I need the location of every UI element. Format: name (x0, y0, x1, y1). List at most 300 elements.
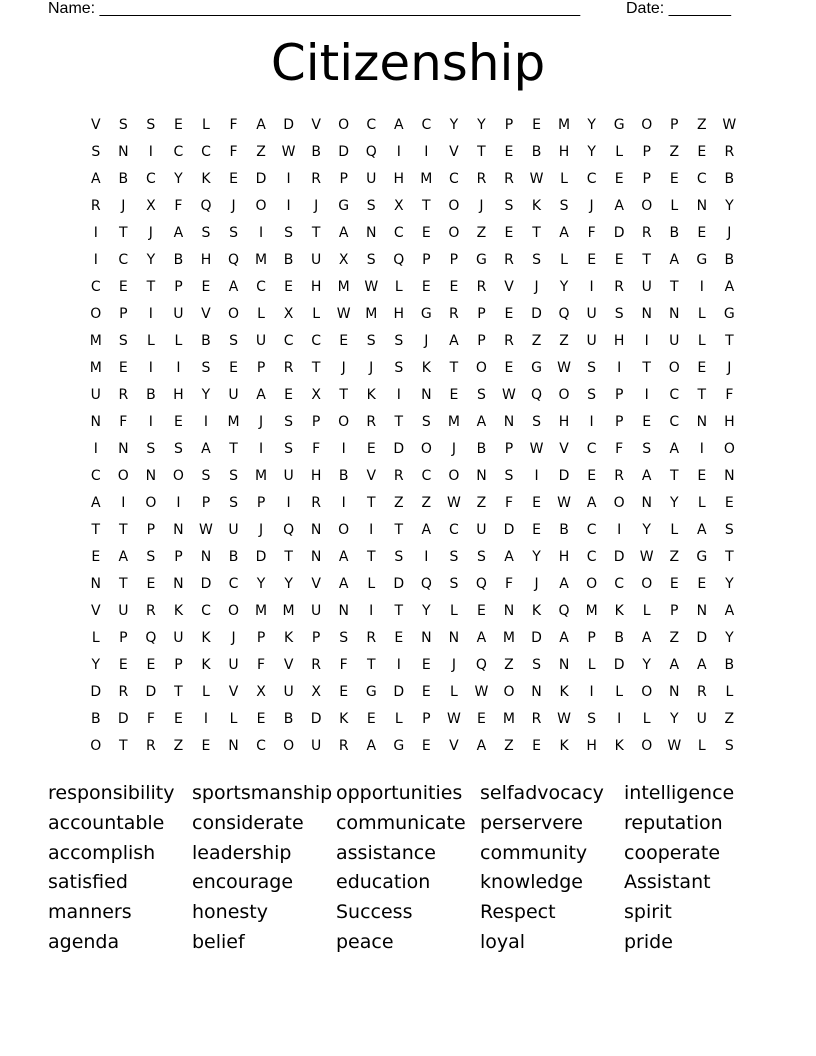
grid-letter: B (118, 171, 129, 187)
grid-letter: M (502, 711, 516, 727)
grid-letter: G (476, 252, 487, 268)
word-list-item: reputation (624, 811, 723, 834)
grid-letter: N (145, 468, 157, 484)
grid-letter: V (366, 468, 377, 484)
grid-letter: S (587, 360, 597, 376)
grid-letter: H (613, 333, 625, 349)
grid-letter: L (697, 738, 706, 754)
grid-letter: E (284, 279, 294, 295)
grid-letter: T (394, 522, 404, 538)
grid-letter: K (201, 630, 211, 646)
grid-letter: G (723, 306, 735, 322)
grid-letter: R (118, 684, 129, 700)
grid-letter: U (228, 657, 239, 673)
grid-letter: B (283, 252, 294, 268)
grid-letter: E (394, 630, 404, 646)
grid-letter: S (146, 549, 156, 565)
grid-letter: P (256, 630, 266, 646)
grid-letter: Y (532, 549, 541, 565)
grid-letter: I (699, 279, 704, 295)
grid-letter: N (641, 495, 652, 511)
grid-letter: J (314, 198, 319, 214)
grid-letter: S (91, 144, 101, 160)
grid-letter: K (173, 603, 183, 619)
grid-letter: O (117, 468, 129, 484)
grid-letter: A (697, 657, 707, 673)
grid-letter: T (284, 549, 293, 565)
grid-letter: E (697, 225, 707, 241)
word-list-item: agenda (48, 930, 120, 953)
grid-letter: N (641, 306, 652, 322)
grid-letter: W (557, 360, 571, 376)
grid-letter: O (641, 738, 653, 754)
grid-letter: E (421, 657, 431, 673)
grid-letter: N (531, 684, 542, 700)
grid-letter: J (727, 360, 732, 376)
grid-row (82, 573, 743, 600)
grid-letter: H (724, 414, 735, 430)
grid-letter: P (422, 711, 431, 727)
grid-letter: L (257, 306, 265, 322)
grid-letter: O (723, 441, 735, 457)
grid-letter: P (449, 252, 459, 268)
grid-letter: Q (227, 252, 240, 268)
grid-letter: L (642, 711, 651, 727)
grid-letter: S (449, 576, 459, 592)
grid-letter: L (449, 684, 458, 700)
grid-letter: N (448, 630, 460, 646)
worksheet-header (48, 0, 768, 20)
grid-letter: G (696, 549, 708, 565)
grid-letter: I (258, 225, 264, 241)
grid-letter: S (284, 441, 294, 457)
grid-letter: X (311, 387, 321, 403)
grid-letter: L (449, 603, 458, 619)
grid-letter: H (310, 279, 322, 295)
grid-letter: I (176, 360, 181, 376)
grid-letter: J (121, 198, 126, 214)
grid-letter: T (669, 468, 679, 484)
grid-letter: S (421, 414, 431, 430)
grid-letter: F (504, 495, 513, 511)
grid-letter: M (337, 279, 350, 295)
grid-letter: N (90, 576, 102, 592)
grid-letter: E (669, 576, 679, 592)
grid-letter: V (90, 603, 101, 619)
grid-letter: E (339, 684, 349, 700)
grid-letter: A (394, 117, 404, 133)
grid-letter: M (502, 630, 516, 646)
grid-letter: P (119, 630, 128, 646)
name-field-label: Name: ______________________________________________________ (48, 0, 581, 17)
grid-letter: E (477, 711, 486, 727)
grid-letter: H (393, 306, 405, 322)
grid-letter: P (587, 630, 596, 646)
grid-letter: V (449, 144, 459, 160)
grid-letter: P (174, 657, 183, 673)
grid-row (82, 249, 743, 276)
grid-letter: Q (393, 252, 405, 268)
grid-row (82, 411, 743, 438)
grid-letter: A (724, 279, 735, 295)
grid-letter: E (587, 468, 597, 484)
grid-letter: S (394, 549, 404, 565)
grid-letter: D (503, 522, 515, 538)
grid-letter: E (421, 684, 431, 700)
grid-letter: J (451, 441, 456, 457)
grid-letter: S (504, 198, 514, 214)
grid-letter: E (173, 414, 183, 430)
grid-letter: A (421, 522, 432, 538)
grid-letter: W (474, 684, 489, 700)
grid-letter: B (724, 657, 735, 673)
grid-letter: V (504, 279, 514, 295)
grid-letter: F (174, 198, 183, 214)
grid-letter: P (670, 603, 679, 619)
grid-letter: P (146, 522, 156, 538)
grid-letter: F (146, 711, 155, 727)
grid-letter: M (255, 603, 268, 619)
grid-letter: W (446, 495, 461, 511)
word-list-item: accomplish (48, 841, 156, 864)
grid-letter: Y (725, 630, 734, 646)
grid-letter: O (613, 495, 625, 511)
grid-letter: T (119, 225, 128, 241)
word-list-item: honesty (192, 901, 268, 924)
grid-letter: R (311, 171, 322, 187)
grid-letter: Z (559, 333, 569, 349)
grid-letter: E (449, 279, 459, 295)
grid-letter: R (366, 414, 377, 430)
grid-letter: P (477, 333, 486, 349)
grid-letter: S (229, 333, 238, 349)
grid-letter: T (339, 387, 348, 403)
grid-letter: R (118, 387, 129, 403)
grid-letter: K (559, 684, 569, 700)
grid-row (82, 681, 743, 708)
grid-letter: S (118, 333, 128, 349)
grid-letter: S (532, 252, 541, 268)
grid-letter: Q (475, 576, 487, 592)
grid-letter: E (697, 360, 707, 376)
grid-letter: P (174, 549, 183, 565)
grid-letter: S (201, 225, 211, 241)
grid-letter: E (532, 117, 541, 133)
grid-letter: M (89, 360, 102, 376)
grid-letter: I (369, 522, 374, 538)
grid-letter: S (229, 468, 238, 484)
grid-letter: G (613, 117, 625, 133)
grid-letter: V (201, 306, 211, 322)
grid-letter: T (394, 603, 404, 619)
grid-letter: A (559, 576, 569, 592)
grid-letter: T (725, 549, 734, 565)
grid-letter: D (90, 684, 102, 700)
grid-letter: A (476, 630, 487, 646)
grid-letter: I (286, 495, 291, 511)
grid-letter: E (229, 171, 238, 187)
grid-letter: O (641, 198, 653, 214)
grid-letter: W (722, 117, 737, 133)
grid-letter: E (284, 387, 294, 403)
grid-letter: S (201, 468, 211, 484)
grid-letter: S (146, 441, 156, 457)
grid-letter: S (366, 333, 376, 349)
grid-letter: T (229, 441, 238, 457)
grid-letter: D (393, 576, 405, 592)
grid-letter: O (145, 495, 157, 511)
grid-letter: T (311, 225, 321, 241)
grid-letter: T (394, 414, 404, 430)
grid-letter: E (697, 468, 707, 484)
grid-letter: B (90, 711, 101, 727)
grid-letter: W (667, 738, 682, 754)
grid-letter: I (148, 306, 153, 322)
grid-letter: L (174, 333, 183, 349)
grid-letter: R (146, 738, 156, 754)
grid-letter: I (534, 468, 539, 484)
date-field-label: Date: _______ (626, 0, 731, 17)
grid-letter: J (727, 225, 732, 241)
grid-letter: C (201, 144, 211, 160)
grid-letter: N (558, 657, 570, 673)
grid-letter: O (448, 225, 460, 241)
grid-letter: C (145, 171, 156, 187)
grid-letter: C (256, 279, 266, 295)
grid-letter: D (393, 684, 405, 700)
word-list-item: opportunities (336, 782, 463, 804)
grid-letter: I (589, 684, 594, 700)
grid-letter: I (644, 333, 649, 349)
grid-letter: R (641, 225, 652, 241)
grid-letter: W (502, 387, 516, 403)
grid-letter: I (121, 495, 126, 511)
grid-letter: B (338, 468, 349, 484)
grid-letter: Y (669, 495, 679, 511)
grid-letter: S (394, 333, 404, 349)
word-list (48, 779, 768, 958)
grid-letter: G (365, 684, 377, 700)
page-title: Citizenship (270, 34, 546, 92)
grid-letter: E (118, 279, 128, 295)
grid-letter: A (90, 495, 101, 511)
grid-letter: I (93, 441, 98, 457)
grid-letter: C (448, 522, 459, 538)
grid-letter: K (614, 603, 624, 619)
grid-row (82, 168, 743, 195)
grid-letter: P (256, 360, 266, 376)
grid-letter: I (258, 441, 264, 457)
grid-letter: E (504, 360, 514, 376)
grid-letter: C (173, 144, 184, 160)
grid-letter: M (365, 306, 378, 322)
grid-letter: Q (145, 630, 157, 646)
grid-letter: G (420, 306, 432, 322)
grid-letter: E (118, 657, 128, 673)
grid-letter: D (558, 468, 570, 484)
grid-letter: E (614, 171, 624, 187)
word-list-item: responsibility (48, 782, 175, 804)
grid-letter: I (286, 171, 291, 187)
grid-letter: D (117, 711, 129, 727)
grid-letter: M (420, 171, 433, 187)
grid-letter: N (476, 468, 487, 484)
grid-letter: P (119, 306, 128, 322)
grid-letter: T (174, 684, 183, 700)
grid-row (82, 141, 743, 168)
grid-letter: A (228, 279, 239, 295)
grid-letter: Y (669, 711, 679, 727)
grid-letter: S (229, 225, 238, 241)
grid-letter: C (228, 576, 239, 592)
grid-letter: D (200, 576, 212, 592)
grid-letter: K (421, 360, 431, 376)
grid-letter: D (531, 630, 542, 646)
grid-letter: P (504, 117, 514, 133)
grid-letter: S (284, 225, 294, 241)
grid-letter: N (310, 549, 322, 565)
grid-letter: A (476, 414, 487, 430)
grid-letter: I (148, 414, 153, 430)
word-list-item: education (336, 871, 431, 894)
grid-letter: N (90, 414, 102, 430)
grid-row (82, 357, 743, 384)
grid-letter: D (696, 630, 708, 646)
grid-letter: J (341, 360, 346, 376)
grid-letter: T (119, 576, 128, 592)
grid-letter: U (311, 252, 322, 268)
word-list-item: pride (624, 930, 673, 953)
grid-letter: X (393, 198, 404, 214)
grid-letter: S (724, 522, 734, 538)
word-list-item: Assistant (624, 871, 711, 894)
grid-letter: A (641, 468, 652, 484)
grid-letter: A (256, 387, 266, 403)
grid-letter: S (476, 387, 486, 403)
grid-letter: I (176, 495, 181, 511)
grid-letter: V (90, 117, 101, 133)
grid-letter: A (614, 198, 624, 214)
grid-letter: K (531, 198, 542, 214)
grid-letter: Y (146, 252, 156, 268)
grid-letter: J (451, 657, 456, 673)
grid-letter: E (697, 144, 707, 160)
grid-letter: S (366, 198, 376, 214)
grid-letter: K (366, 387, 376, 403)
grid-letter: E (201, 738, 211, 754)
grid-letter: E (146, 576, 156, 592)
grid-letter: Y (256, 576, 266, 592)
word-list-item: belief (192, 930, 245, 953)
grid-letter: R (531, 711, 542, 727)
grid-letter: E (229, 360, 238, 376)
grid-letter: B (146, 387, 156, 403)
grid-letter: C (90, 279, 101, 295)
grid-letter: P (614, 387, 624, 403)
grid-letter: D (393, 441, 405, 457)
grid-letter: Z (504, 657, 514, 673)
grid-letter: S (504, 468, 514, 484)
grid-letter: S (339, 630, 349, 646)
grid-row (82, 600, 743, 627)
grid-letter: S (173, 441, 183, 457)
grid-letter: C (586, 441, 597, 457)
grid-letter: L (560, 252, 568, 268)
grid-letter: R (393, 468, 404, 484)
grid-letter: W (557, 711, 571, 727)
grid-letter: U (173, 630, 184, 646)
grid-letter: E (339, 333, 349, 349)
grid-letter: Y (91, 657, 101, 673)
grid-letter: W (336, 306, 351, 322)
grid-letter: E (449, 387, 459, 403)
grid-letter: W (529, 171, 544, 187)
grid-letter: T (366, 495, 376, 511)
grid-letter: I (589, 414, 594, 430)
grid-letter: F (312, 441, 321, 457)
grid-letter: N (200, 549, 212, 565)
grid-letter: D (145, 684, 157, 700)
grid-letter: F (339, 657, 348, 673)
grid-letter: Q (420, 576, 432, 592)
grid-letter: E (118, 360, 128, 376)
grid-letter: L (367, 576, 376, 592)
grid-letter: L (394, 711, 403, 727)
grid-letter: E (366, 711, 376, 727)
grid-letter: O (338, 117, 350, 133)
grid-letter: D (613, 225, 625, 241)
grid-letter: O (227, 603, 240, 619)
grid-letter: E (173, 711, 183, 727)
grid-letter: T (697, 387, 707, 403)
grid-letter: C (90, 468, 101, 484)
grid-letter: N (669, 684, 680, 700)
grid-letter: L (615, 144, 624, 160)
grid-letter: K (284, 630, 294, 646)
grid-letter: N (118, 441, 129, 457)
grid-letter: E (697, 576, 707, 592)
grid-letter: T (366, 657, 376, 673)
grid-letter: C (256, 738, 266, 754)
grid-letter: N (173, 576, 184, 592)
grid-letter: A (697, 522, 707, 538)
grid-letter: P (339, 171, 348, 187)
word-list-item: intelligence (624, 782, 735, 804)
grid-letter: X (146, 198, 156, 214)
grid-letter: D (531, 306, 542, 322)
grid-letter: W (281, 144, 296, 160)
grid-letter: X (283, 306, 294, 322)
grid-letter: M (282, 603, 295, 619)
grid-letter: I (203, 414, 209, 430)
grid-letter: Z (256, 144, 266, 160)
grid-letter: I (203, 711, 209, 727)
grid-letter: J (258, 522, 264, 538)
grid-letter: R (311, 495, 322, 511)
letter-grid (82, 114, 743, 762)
grid-letter: N (669, 306, 680, 322)
grid-letter: L (394, 279, 403, 295)
grid-letter: A (338, 225, 349, 241)
grid-letter: E (91, 549, 101, 565)
grid-letter: O (338, 414, 350, 430)
grid-letter: R (449, 306, 459, 322)
grid-letter: L (697, 333, 706, 349)
grid-letter: J (534, 279, 539, 295)
grid-letter: A (559, 630, 569, 646)
grid-letter: D (255, 171, 267, 187)
grid-row (82, 492, 743, 519)
